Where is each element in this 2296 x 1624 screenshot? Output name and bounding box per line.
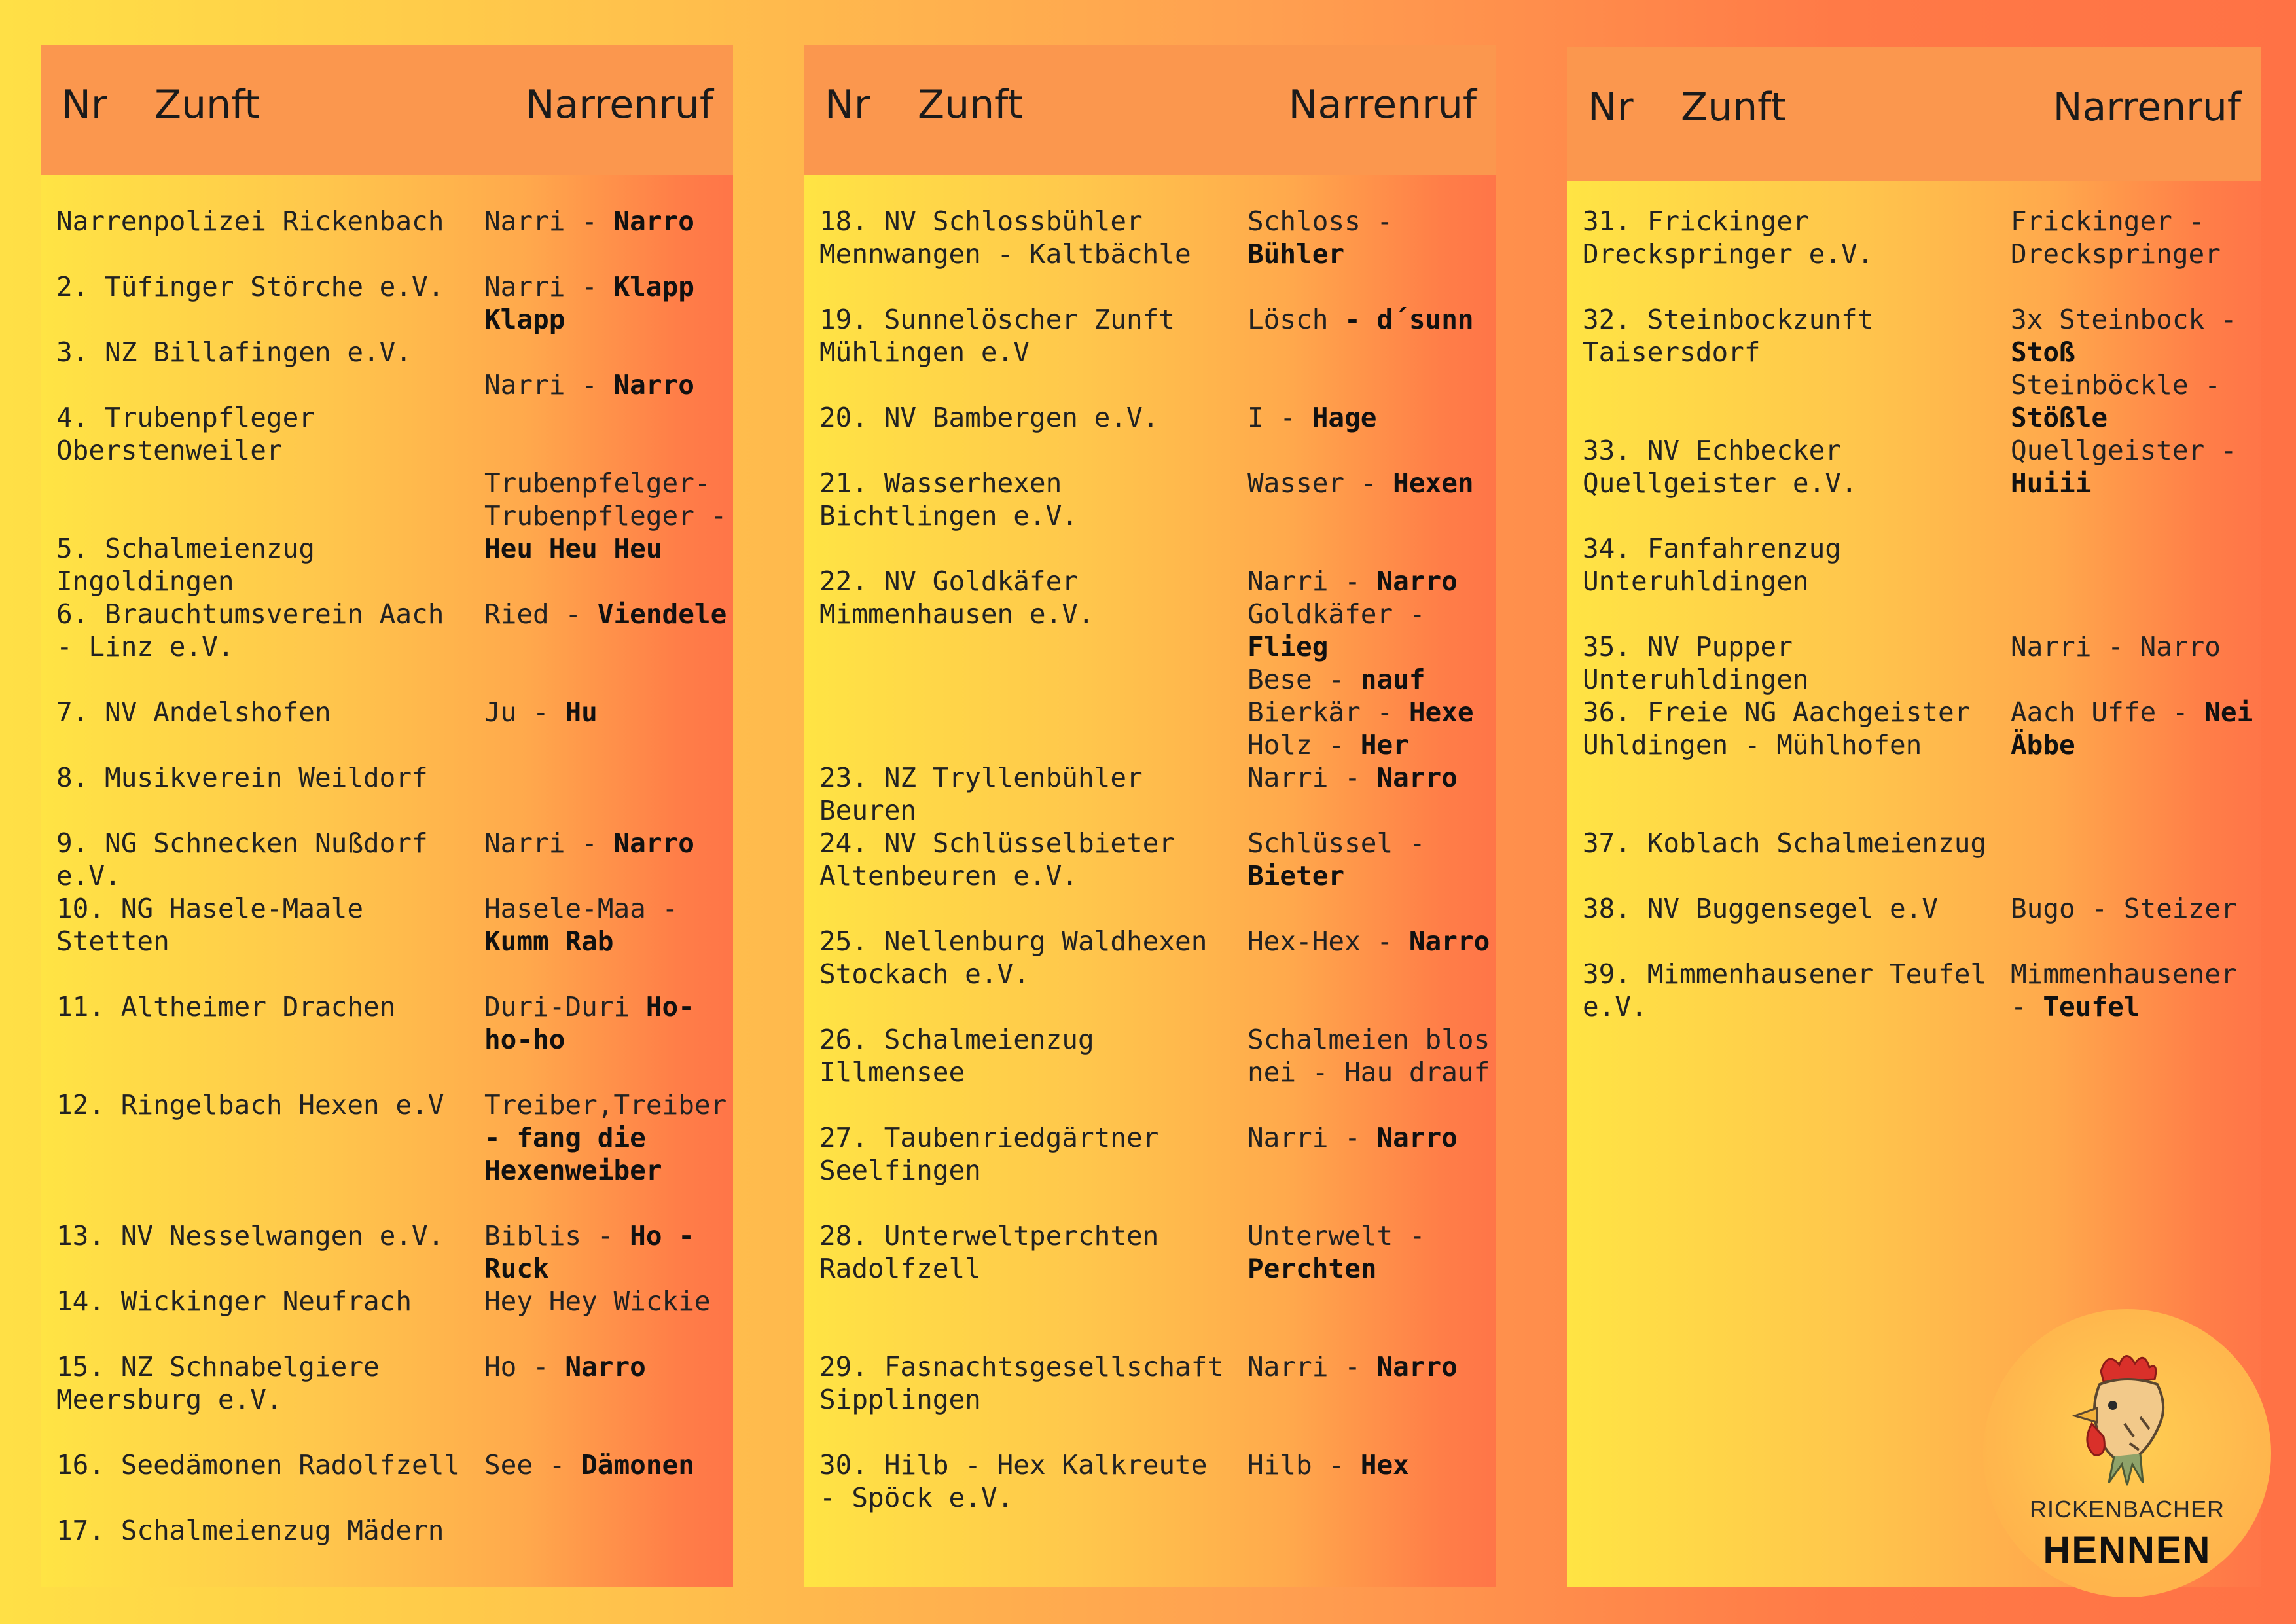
narrenruf-call: 3x Steinbock -: [2011, 304, 2237, 335]
narrenruf-text: [484, 1350, 733, 1383]
zunft-name: 18. NV Schlossbühler Mennwangen - Kaltbächle: [819, 206, 1191, 270]
zunft-name: 25. Nellenburg Waldhexen Stockach e.V.: [819, 926, 1208, 990]
zunft-name: 38. NV Buggensegel e.V: [1583, 893, 1939, 924]
narrenruf-answer: Hu: [565, 696, 598, 728]
zunft-name: 30. Hilb - Hex Kalkreute - Spöck e.V.: [819, 1449, 1208, 1513]
zunft-name: 11. Altheimer Drachen: [56, 991, 396, 1022]
header-nr: Nr: [1588, 84, 1634, 130]
zunft-name: 21. Wasserhexen Bichtlingen e.V.: [819, 467, 1078, 532]
narrenruf-text: [484, 696, 733, 729]
narrenruf-text: [1247, 1350, 1496, 1383]
narrenruf-text: [2011, 205, 2259, 270]
narrenruf-call: Hey Hey Wickie: [484, 1286, 711, 1317]
narrenruf-call: Narri -: [1247, 762, 1377, 793]
narrenruf-answer: Hex: [1360, 1449, 1409, 1481]
narrenruf-call: Unterwelt -: [1247, 1220, 1426, 1252]
zunft-name: 9. NG Schnecken Nußdorf e.V.: [56, 827, 428, 892]
narrenruf-answer: Bieter: [1247, 860, 1345, 892]
zunft-name: 28. Unterweltperchten Radolfzell: [819, 1220, 1159, 1284]
narrenruf-call: Frickinger - Dreckspringer: [2011, 206, 2221, 270]
narrenruf-text: [1247, 1219, 1496, 1285]
header-zunft: Zunft: [1681, 84, 1786, 130]
narrenruf-call: Wasser -: [1247, 467, 1393, 499]
column-header: [804, 45, 1496, 175]
zunft-name: 39. Mimmenhausener Teufel e.V.: [1583, 958, 1987, 1022]
narrenruf-text: [484, 467, 733, 565]
narrenruf-text: [1247, 827, 1496, 892]
narrenruf-answer: Narro: [1376, 1351, 1458, 1382]
narrenruf-text: [1247, 925, 1496, 958]
narrenruf-answer: Narro: [613, 206, 694, 237]
narrenruf-call: Narri - Narro: [2011, 631, 2221, 662]
narrenruf-answer: Teufel: [2043, 991, 2140, 1022]
zunft-name: 20. NV Bambergen e.V.: [819, 402, 1159, 433]
narrenruf-call: Trubenpfelger- Trubenpfleger -: [484, 467, 727, 532]
narrenruf-answer: Bühler: [1247, 238, 1345, 270]
zunft-name: 14. Wickinger Neufrach: [56, 1286, 412, 1317]
narrenruf-answer: - fang die Hexenweiber: [484, 1122, 662, 1186]
narrenruf-text: [2011, 630, 2259, 663]
header-narrenruf: Narrenruf: [2053, 84, 2241, 130]
narrenruf-text: [484, 892, 733, 958]
narrenruf-text: [1247, 761, 1496, 794]
narrenruf-text: [1247, 1449, 1496, 1481]
narrenruf-call: Biblis -: [484, 1220, 630, 1252]
narrenruf-call: Hasele-Maa -: [484, 893, 679, 924]
narrenruf-call: Narri -: [1247, 566, 1377, 597]
narrenruf-call: Schlüssel -: [1247, 827, 1426, 859]
narrenruf-answer: Narro: [613, 827, 694, 859]
narrenruf-text: [484, 1089, 733, 1187]
narrenruf-text: [484, 205, 733, 238]
narrenruf-call: Quellgeister -: [2011, 435, 2237, 466]
narrenruf-text: [484, 990, 733, 1056]
column-1: [41, 45, 733, 1587]
zunft-name: 23. NZ Tryllenbühler Beuren: [819, 762, 1143, 826]
narrenruf-text: [2011, 958, 2259, 1023]
zunft-name: 6. Brauchtumsverein Aach - Linz e.V.: [56, 598, 444, 662]
zunft-name: 24. NV Schlüsselbieter Altenbeuren e.V.: [819, 827, 1175, 892]
zunft-name: 31. Frickinger Dreckspringer e.V.: [1583, 206, 1874, 270]
column-2: [804, 45, 1496, 1587]
zunft-name: 13. NV Nesselwangen e.V.: [56, 1220, 444, 1252]
narrenruf-text: [1247, 303, 1496, 336]
narrenruf-call: Bese -: [1247, 664, 1361, 695]
narrenruf-text: [1247, 1023, 1496, 1089]
narrenruf-answer: Narro: [613, 369, 694, 401]
narrenruf-text: [1247, 1121, 1496, 1154]
narrenruf-answer: Narro: [565, 1351, 646, 1382]
narrenruf-text: [484, 369, 733, 401]
narrenruf-text: [484, 1219, 733, 1285]
narrenruf-call: Ried -: [484, 598, 598, 630]
narrenruf-call: Steinböckle -: [2011, 369, 2221, 401]
zunft-name: 4. Trubenpfleger Oberstenweiler: [56, 402, 315, 466]
narrenruf-text: [1247, 565, 1496, 761]
narrenruf-answer: Huiii: [2011, 467, 2092, 499]
logo-text-hennen: HENNEN: [2043, 1529, 2212, 1572]
narrenruf-call: Treiber,Treiber: [484, 1089, 727, 1121]
narrenruf-call: Lösch: [1247, 304, 1345, 335]
narrenruf-call: Duri-Duri: [484, 991, 646, 1022]
narrenruf-call: Goldkäfer -: [1247, 598, 1426, 630]
zunft-name: 26. Schalmeienzug Illmensee: [819, 1024, 1094, 1088]
narrenruf-answer: Narro: [1408, 926, 1490, 957]
narrenruf-answer: Narro: [1376, 762, 1458, 793]
narrenruf-answer: Her: [1360, 729, 1409, 761]
narrenruf-answer: Hexen: [1393, 467, 1474, 499]
header-narrenruf: Narrenruf: [525, 82, 713, 128]
zunft-name: 2. Tüfinger Störche e.V.: [56, 271, 444, 302]
header-nr: Nr: [62, 82, 107, 128]
narrenruf-call: Narri -: [484, 827, 614, 859]
narrenruf-answer: Dämonen: [581, 1449, 694, 1481]
narrenruf-answer: Stößle: [2011, 402, 2108, 433]
column-header: [1567, 47, 2261, 181]
narrenruf-call: I -: [1247, 402, 1312, 433]
narrenruf-text: [484, 1285, 733, 1318]
narrenruf-text: [484, 270, 733, 336]
zunft-name: 12. Ringelbach Hexen e.V: [56, 1089, 444, 1121]
narrenruf-call: Holz -: [1247, 729, 1361, 761]
header-narrenruf: Narrenruf: [1288, 82, 1477, 128]
zunft-name: 16. Seedämonen Radolfzell: [56, 1449, 461, 1481]
zunft-name: 10. NG Hasele-Maale Stetten: [56, 893, 363, 957]
zunft-name: 37. Koblach Schalmeienzug: [1583, 827, 1987, 859]
narrenruf-call: Narri -: [1247, 1351, 1377, 1382]
narrenruf-call: See -: [484, 1449, 582, 1481]
zunft-name: 7. NV Andelshofen: [56, 696, 331, 728]
zunft-name: 3. NZ Billafingen e.V.: [56, 336, 412, 368]
narrenruf-answer: Klapp Klapp: [484, 271, 694, 335]
rickenbacher-hennen-logo: [1983, 1309, 2271, 1597]
narrenruf-call: Bugo - Steizer: [2011, 893, 2237, 924]
narrenruf-call: Schloss -: [1247, 206, 1393, 237]
narrenruf-text: [1247, 401, 1496, 434]
narrenruf-answer: Perchten: [1247, 1253, 1377, 1284]
narrenruf-answer: Kumm Rab: [484, 926, 614, 957]
narrenruf-call: Narri -: [484, 206, 614, 237]
narrenruf-text: [2011, 303, 2259, 434]
zunft-name: Narrenpolizei Rickenbach: [56, 206, 444, 237]
zunft-name: 32. Steinbockzunft Taisersdorf: [1583, 304, 1874, 368]
rooster-icon: [2062, 1345, 2193, 1489]
narrenruf-answer: Narro: [1376, 566, 1458, 597]
zunft-name: 19. Sunnelöscher Zunft Mühlingen e.V: [819, 304, 1175, 368]
narrenruf-call: Aach Uffe -: [2011, 696, 2205, 728]
narrenruf-call: Hilb -: [1247, 1449, 1361, 1481]
narrenruf-call: Mimmenhausener -: [2011, 958, 2237, 1022]
zunft-name: 33. NV Echbecker Quellgeister e.V.: [1583, 435, 1857, 499]
narrenruf-answer: Ho -Ruck: [484, 1220, 694, 1284]
narrenruf-call: Narri -: [484, 369, 614, 401]
zunft-name: 29. Fasnachtsgesellschaft Sipplingen: [819, 1351, 1224, 1415]
column-header: [41, 45, 733, 175]
zunft-name: 8. Musikverein Weildorf: [56, 762, 428, 793]
narrenruf-answer: Hexe: [1408, 696, 1474, 728]
header-zunft: Zunft: [154, 82, 260, 128]
narrenruf-call: Bierkär -: [1247, 696, 1409, 728]
narrenruf-text: [484, 827, 733, 859]
zunft-name: 36. Freie NG Aachgeister Uhldingen - Mühlhofen: [1583, 696, 1971, 761]
narrenruf-text: [2011, 892, 2259, 925]
zunft-name: 35. NV Pupper Unteruhldingen: [1583, 631, 1809, 695]
zunft-name: 27. Taubenriedgärtner Seelfingen: [819, 1122, 1159, 1186]
narrenruf-call: Ho -: [484, 1351, 565, 1382]
narrenruf-call: Schalmeien blos nei - Hau drauf: [1247, 1024, 1490, 1088]
narrenruf-call: Narri -: [1247, 1122, 1377, 1153]
narrenruf-answer: Nei Äbbe: [2011, 696, 2253, 761]
narrenruf-answer: Stoß: [2011, 336, 2075, 368]
narrenruf-answer: Hage: [1312, 402, 1377, 433]
narrenruf-answer: Heu Heu Heu: [484, 533, 662, 564]
narrenruf-text: [2011, 696, 2259, 761]
narrenruf-answer: Ho-ho-ho: [484, 991, 694, 1055]
narrenruf-call: Hex-Hex -: [1247, 926, 1409, 957]
narrenruf-call: Narri -: [484, 271, 614, 302]
narrenruf-text: [484, 1449, 733, 1481]
narrenruf-answer: Flieg: [1247, 631, 1329, 662]
header-zunft: Zunft: [918, 82, 1023, 128]
narrenruf-text: [1247, 205, 1496, 270]
narrenruf-text: [1247, 467, 1496, 499]
narrenruf-text: [484, 598, 733, 630]
zunft-name: 34. Fanfahrenzug Unteruhldingen: [1583, 533, 1841, 597]
narrenruf-answer: - d´sunn: [1344, 304, 1474, 335]
narrenruf-text: [2011, 434, 2259, 499]
zunft-name: 22. NV Goldkäfer Mimmenhausen e.V.: [819, 566, 1094, 630]
zunft-name: 15. NZ Schnabelgiere Meersburg e.V.: [56, 1351, 380, 1415]
narrenruf-answer: nauf: [1360, 664, 1426, 695]
zunft-name: 5. Schalmeienzug Ingoldingen: [56, 533, 315, 597]
zunft-name: 17. Schalmeienzug Mädern: [56, 1515, 444, 1546]
narrenruf-call: Ju -: [484, 696, 565, 728]
logo-text-rickenbacher: RICKENBACHER: [2029, 1496, 2225, 1523]
narrenruf-answer: Viendele: [597, 598, 727, 630]
narrenruf-answer: Narro: [1376, 1122, 1458, 1153]
header-nr: Nr: [825, 82, 870, 128]
